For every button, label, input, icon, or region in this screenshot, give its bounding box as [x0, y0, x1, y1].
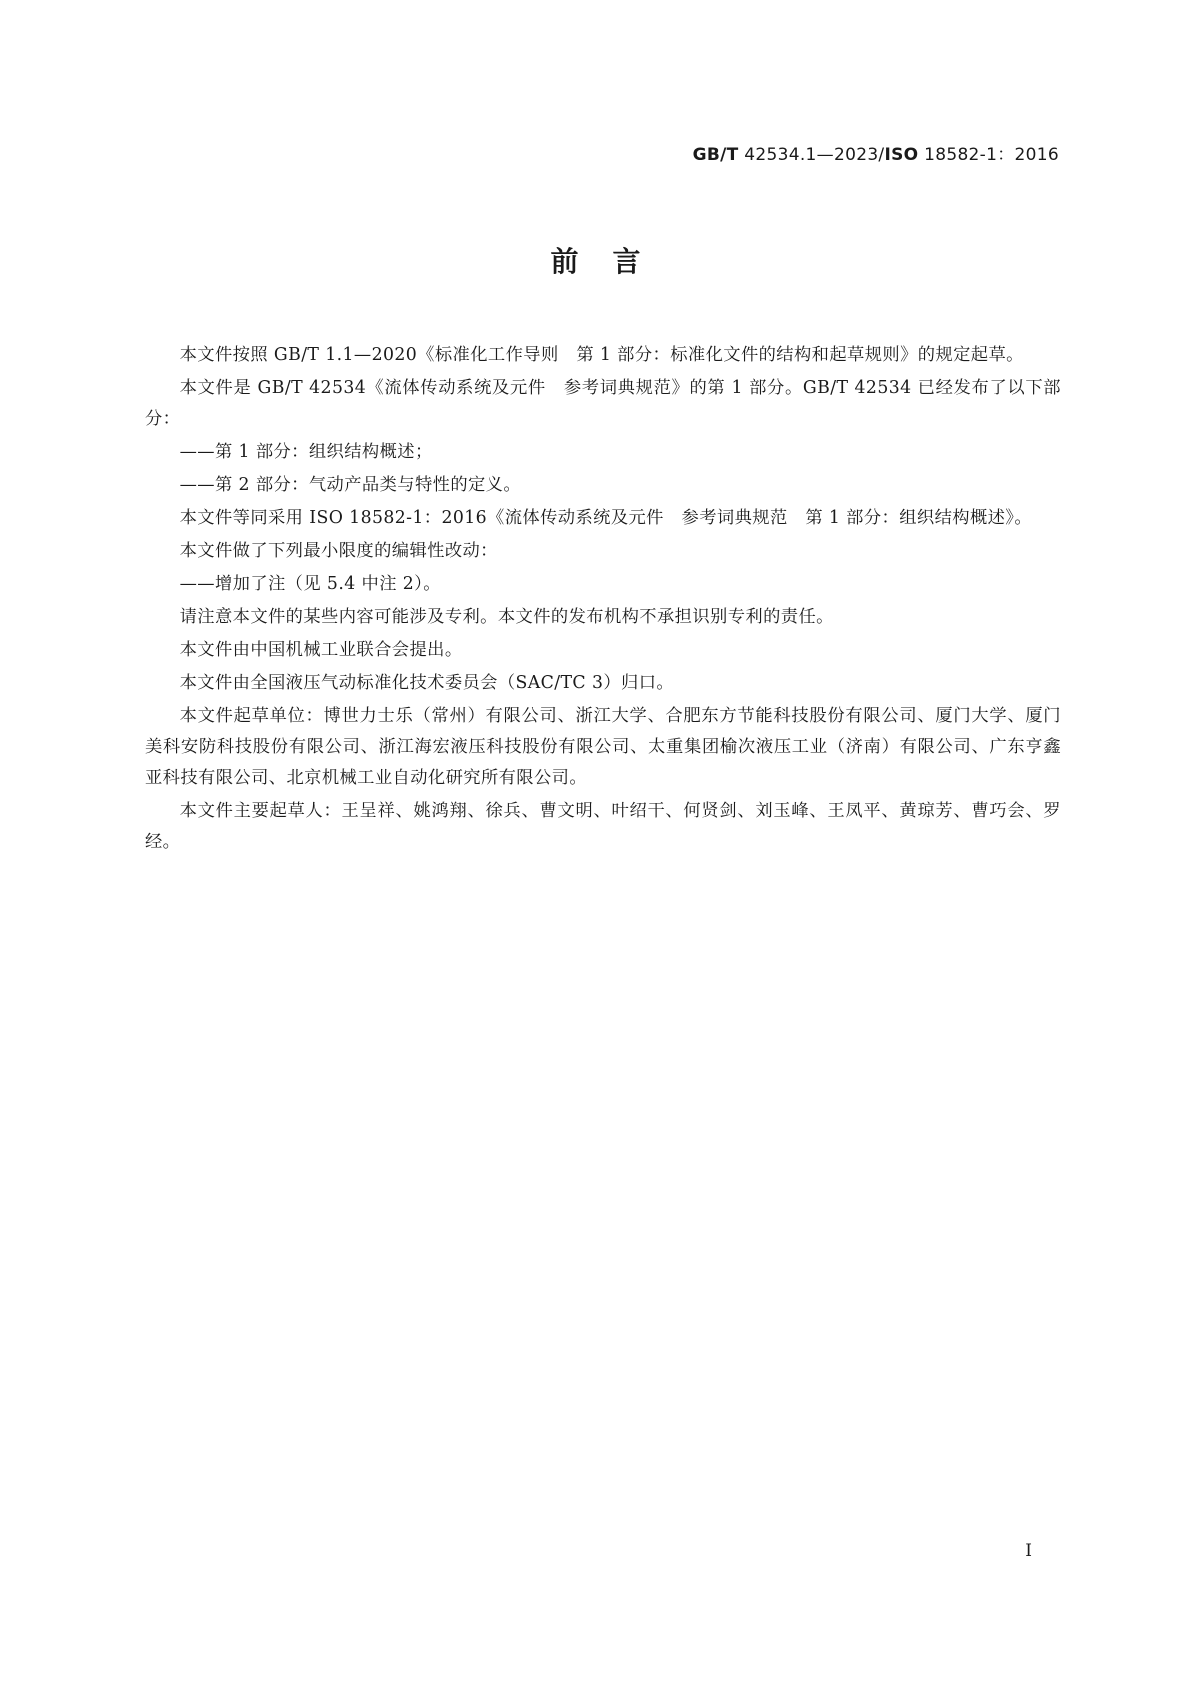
page-title: 前言	[550, 245, 675, 278]
paragraph: 本文件起草单位：博世力士乐（常州）有限公司、浙江大学、合肥东方节能科技股份有限公司、厦门大学、厦门美科安防科技股份有限公司、浙江海宏液压科技股份有限公司、太重集团榆次液压工业（济南）有限公司、广东亨鑫亚科技有限公司、北京机械工业自动化研究所有限公司。	[145, 706, 1061, 788]
standard-code: 42534.1—2023/	[738, 145, 885, 165]
paragraph: 请注意本文件的某些内容可能涉及专利。本文件的发布机构不承担识别专利的责任。	[179, 607, 834, 627]
paragraph: 本文件由中国机械工业联合会提出。	[179, 640, 463, 660]
paragraph: 本文件由全国液压气动标准化技术委员会（SAC/TC 3）归口。	[179, 673, 675, 693]
paragraph: 本文件按照 GB/T 1.1—2020《标准化工作导则 第 1 部分：标准化文件的结构和起草规则》的规定起草。	[179, 345, 1024, 365]
iso-code: 18582-1：2016	[918, 145, 1059, 165]
standard-prefix-gbt: GB/T	[692, 145, 739, 165]
foreword-body	[145, 340, 1061, 860]
paragraph: 本文件做了下列最小限度的编辑性改动：	[179, 541, 498, 561]
paragraph: 本文件是 GB/T 42534《流体传动系统及元件 参考词典规范》的第 1 部分。GB/T 42534 已经发布了以下部分：	[145, 378, 1061, 429]
standard-number	[693, 140, 1059, 165]
list-item: ——增加了注（见 5.4 中注 2）。	[179, 574, 441, 594]
paragraph: 本文件主要起草人：王呈祥、姚鸿翔、徐兵、曹文明、叶绍干、何贤剑、刘玉峰、王凤平、黄琼芳、曹巧会、罗经。	[145, 801, 1061, 852]
paragraph: 本文件等同采用 ISO 18582-1：2016《流体传动系统及元件 参考词典规范 第 1 部分：组织结构概述》。	[179, 508, 1033, 528]
page-number: I	[1025, 1541, 1032, 1561]
standard-prefix-iso: ISO	[884, 145, 919, 165]
list-item: ——第 1 部分：组织结构概述；	[179, 442, 433, 462]
list-item: ——第 2 部分：气动产品类与特性的定义。	[179, 475, 522, 495]
